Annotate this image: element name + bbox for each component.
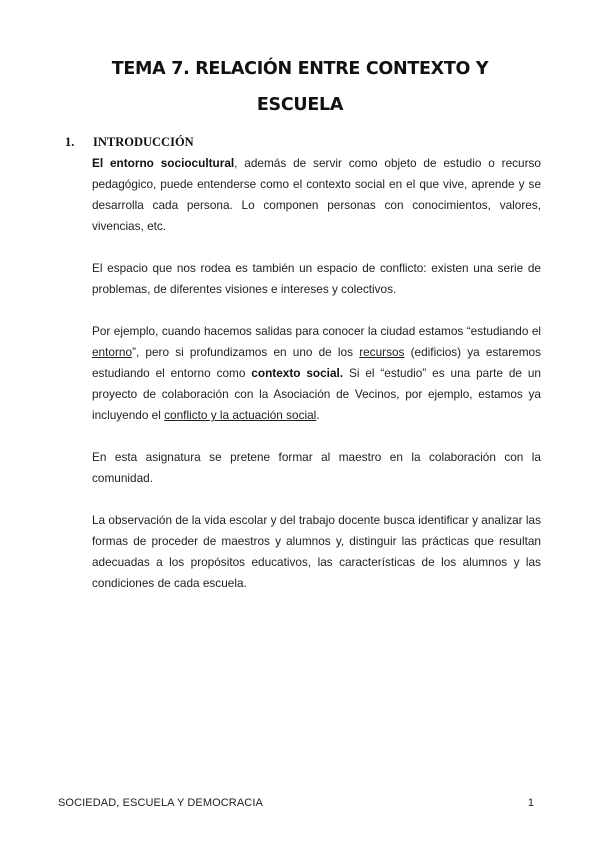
- paragraph-text: ”, pero si profundizamos en uno de los: [132, 345, 360, 359]
- document-title-line-1: TEMA 7. RELACIÓN ENTRE CONTEXTO Y: [111, 59, 489, 79]
- paragraph-text: .: [316, 408, 320, 422]
- paragraph-espacio-conflicto: El espacio que nos rodea es también un espacio de conflicto: existen una serie de problemas, de diferentes visiones e intereses y colectivos.: [92, 261, 541, 296]
- paragraph-text: Por ejemplo, cuando hacemos salidas para conocer la ciudad estamos “estudiando el: [92, 324, 541, 338]
- bold-term: contexto social.: [251, 366, 344, 380]
- section-number: 1.: [65, 135, 75, 149]
- underlined-term: conflicto y la actuación social: [164, 408, 317, 422]
- footer-page-number: 1: [527, 797, 534, 809]
- section-title: INTRODUCCIÓN: [93, 135, 194, 149]
- paragraph-entorno-sociocultural: [92, 153, 541, 237]
- paragraph-observacion: La observación de la vida escolar y del trabajo docente busca identificar y analizar las formas de proceder de maestros y alumnos y, distinguir las prácticas que resultan adecuadas a los propósitos educativos, las características de los alumnos y las condiciones de cada escuela.: [92, 513, 541, 590]
- paragraph-ejemplo: [92, 321, 541, 426]
- paragraph-text: , además de servir como objeto de estudio o recurso pedagógico, puede entenderse como el contexto social en el que vive, aprende y se desarrolla cada persona. Lo componen personas con conocimientos, valores, vivencias, etc.: [92, 156, 541, 233]
- underlined-term: recursos: [359, 345, 405, 359]
- underlined-term: entorno: [92, 345, 133, 359]
- document-title-line-2: ESCUELA: [256, 95, 344, 115]
- paragraph-text: Si el “estudio” es una parte de un proyecto de colaboración con la Asociación de Vecinos, por ejemplo, estamos ya incluyendo el: [92, 366, 541, 422]
- paragraph-text: (edificios) ya estaremos estudiando el entorno como: [92, 345, 541, 380]
- paragraph-asignatura: En esta asignatura se pretene formar al maestro en la colaboración con la comunidad.: [92, 450, 541, 485]
- bold-term: El entorno sociocultural: [92, 156, 235, 170]
- section-heading: [65, 135, 194, 150]
- footer-course-name: SOCIEDAD, ESCUELA Y DEMOCRACIA: [58, 797, 263, 809]
